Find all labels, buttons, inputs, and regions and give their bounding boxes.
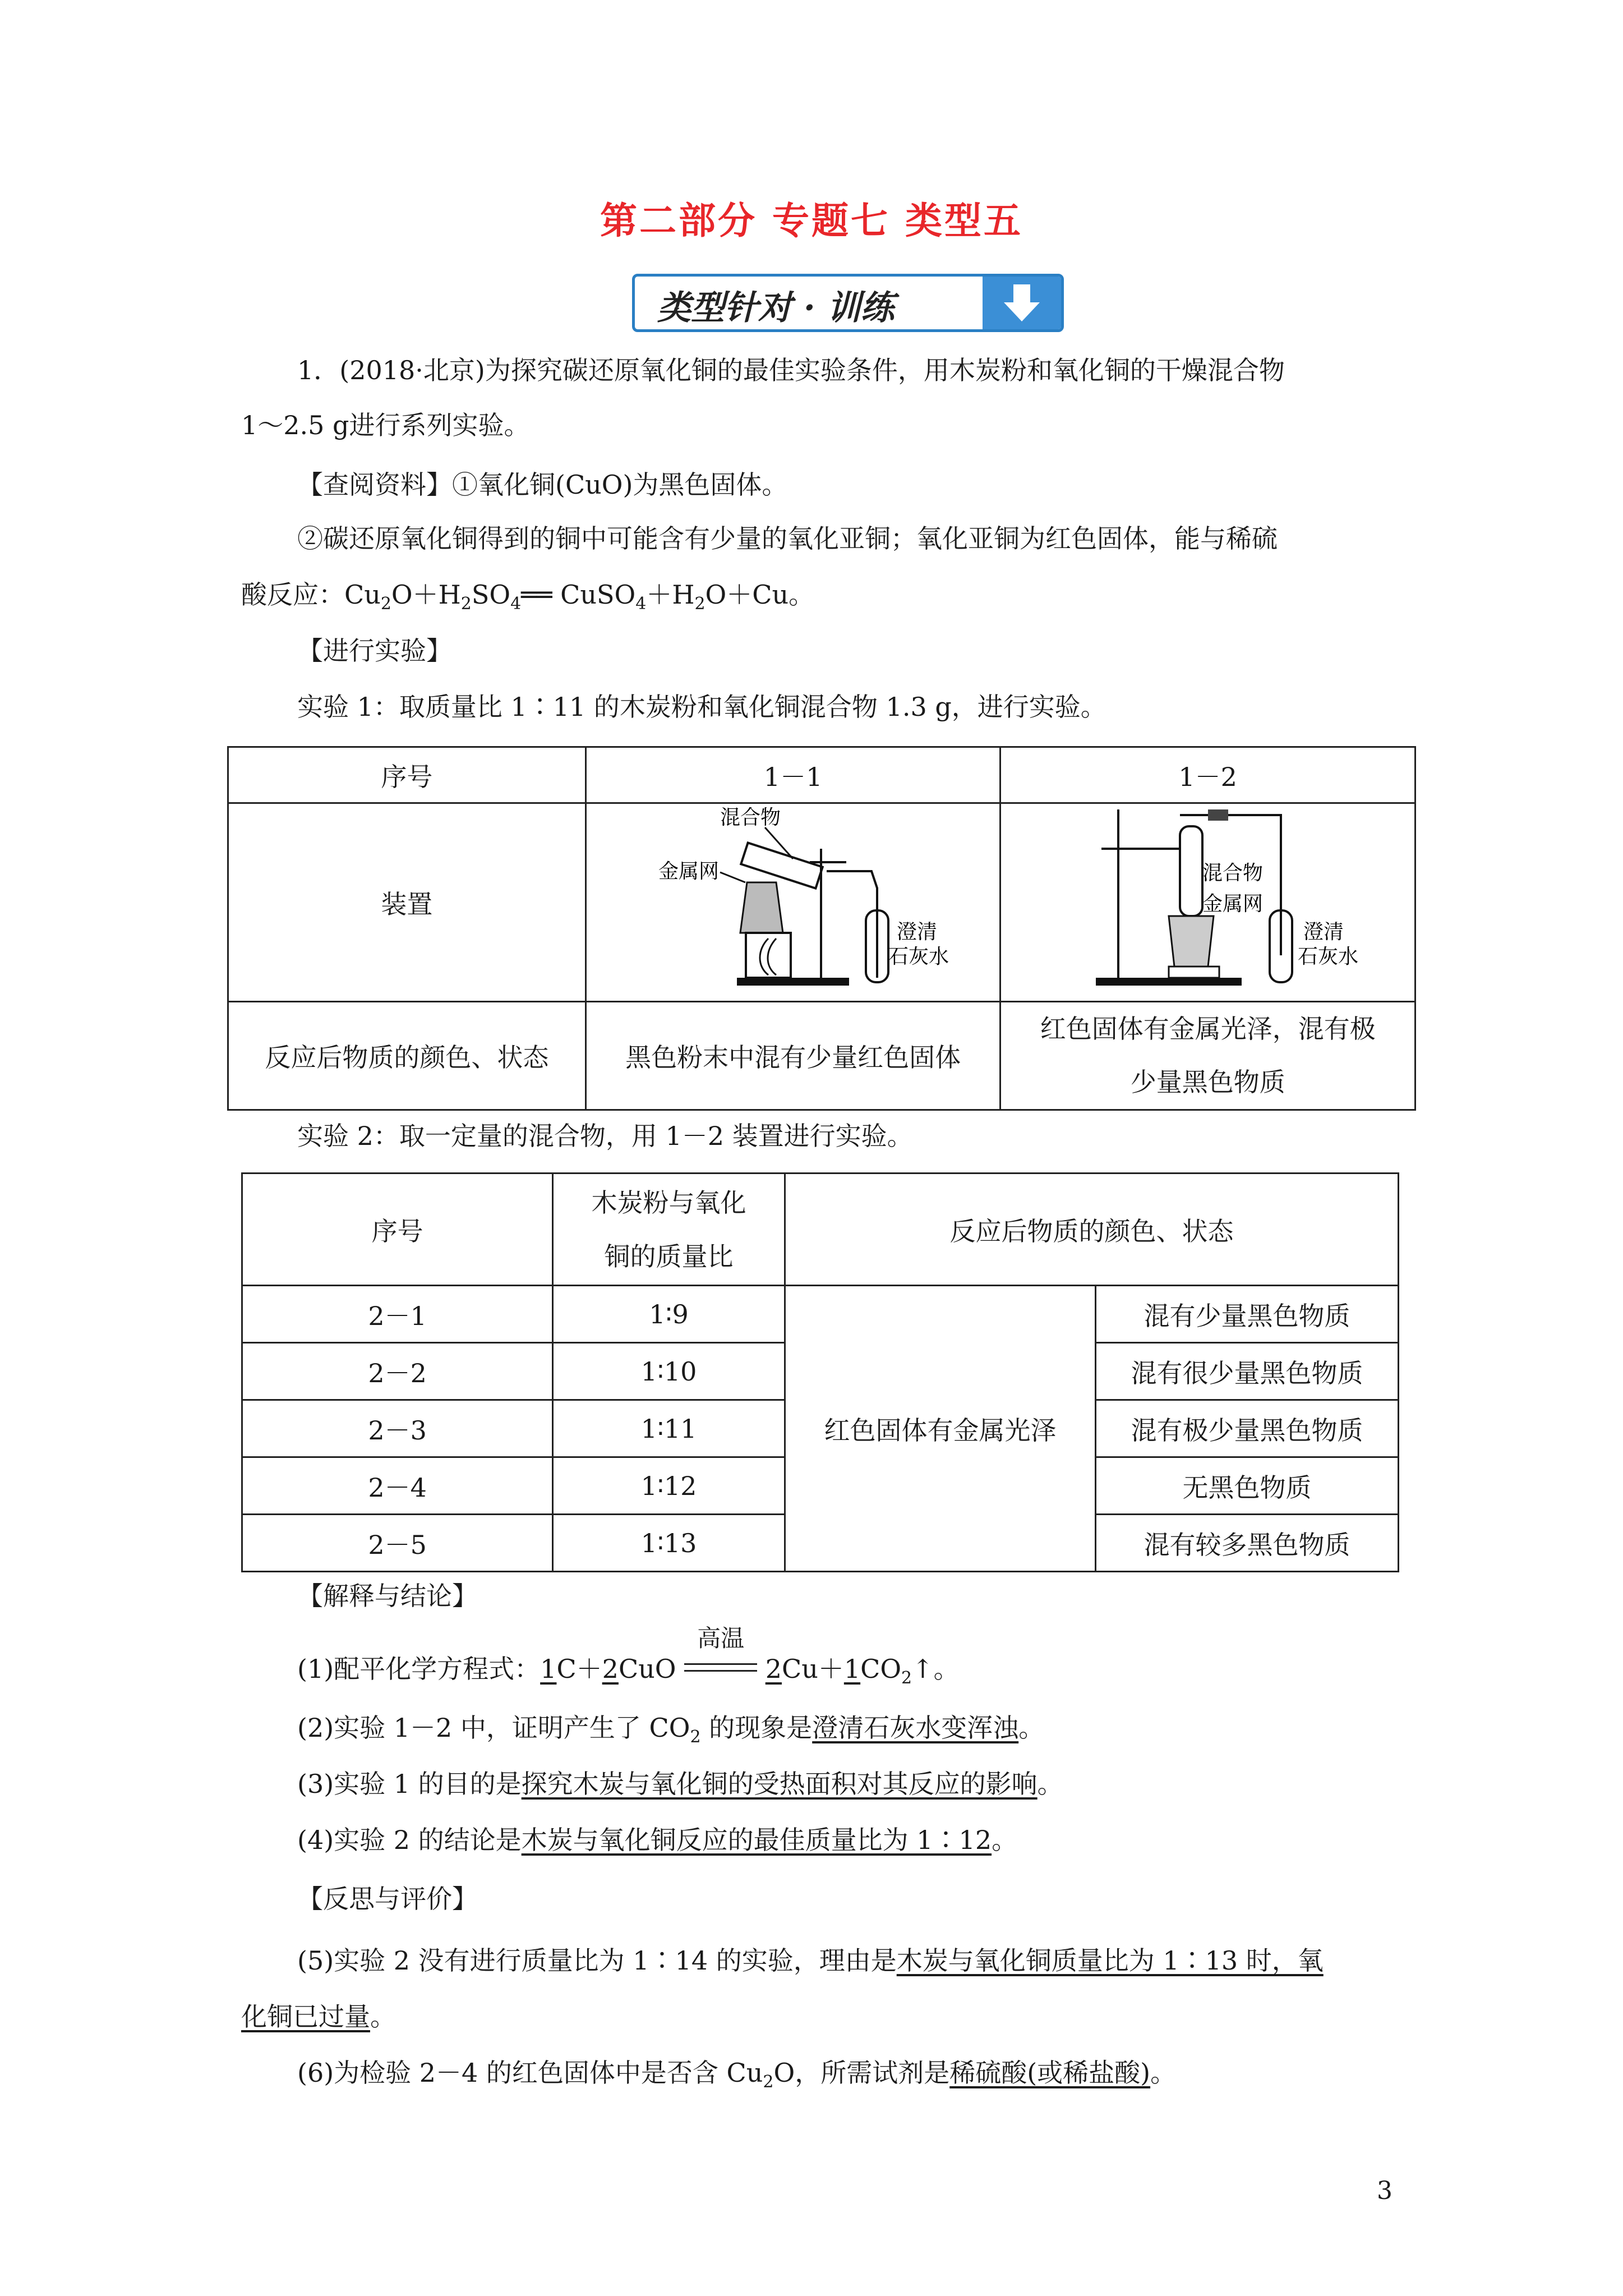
table2-row-state: 无黑色物质 <box>1096 1457 1399 1515</box>
reflection-q5-line-1: (5)实验 2 没有进行质量比为 1∶14 的实验，理由是木炭与氧化铜质量比为 1∶13 时，氧 <box>297 1945 1324 1976</box>
table2-header-id: 序号 <box>242 1174 553 1286</box>
page-number: 3 <box>1377 2177 1393 2205</box>
table1-state-1-1: 黑色粉末中混有少量红色固体 <box>585 1002 1000 1110</box>
conclusion-q4: (4)实验 2 的结论是木炭与氧化铜反应的最佳质量比为 1∶12。 <box>297 1825 1018 1855</box>
apparatus-1-1-drawing <box>625 804 961 995</box>
conclusion-q2: (2)实验 1－2 中，证明产生了 $CO_2$ 的现象是澄清石灰水变浑浊。 <box>297 1713 1045 1747</box>
table2-row-id: 2－1 <box>242 1286 553 1343</box>
table2-row-ratio: 1∶10 <box>553 1343 785 1400</box>
svg-text:金属网: 金属网 <box>1202 892 1263 915</box>
reflection-q5-line-2: 化铜已过量。 <box>241 2001 396 2032</box>
reflection-heading: 【反思与评价】 <box>297 1884 478 1914</box>
apparatus-1-1-figure <box>585 803 1000 1002</box>
conclusion-q3: (3)实验 1 的目的是探究木炭与氧化铜的受热面积对其反应的影响。 <box>297 1769 1063 1799</box>
table1-state-1-2-line-1: 红色固体有金属光泽，混有极 <box>1040 1014 1376 1044</box>
table2-row-id: 2－3 <box>242 1400 553 1457</box>
table2-row-ratio: 1∶13 <box>553 1515 785 1572</box>
svg-text:混合物: 混合物 <box>720 806 781 829</box>
table2-row-ratio: 1∶11 <box>553 1400 785 1457</box>
table1-header-1-2: 1－2 <box>1000 747 1415 803</box>
table2-row-ratio: 1∶9 <box>553 1286 785 1343</box>
experiment-1-table <box>227 746 1416 1111</box>
table-row <box>242 1286 1399 1343</box>
table2-row-id: 2－2 <box>242 1343 553 1400</box>
reference-line-2: ②碳还原氧化铜得到的铜中可能含有少量的氧化亚铜；氧化亚铜为红色固体，能与稀硫 <box>297 523 1278 554</box>
table1-header-id: 序号 <box>228 747 586 803</box>
table1-header-1-1: 1－1 <box>585 747 1000 803</box>
page-title: 第二部分 专题七 类型五 <box>600 199 1023 242</box>
svg-text:混合物: 混合物 <box>1202 862 1263 885</box>
table1-row-state-label: 反应后物质的颜色、状态 <box>228 1002 586 1110</box>
table2-row-state: 混有极少量黑色物质 <box>1096 1400 1399 1457</box>
svg-text:澄清: 澄清 <box>1303 921 1344 944</box>
table2-row-state: 混有很少量黑色物质 <box>1096 1343 1399 1400</box>
conclusion-heading: 【解释与结论】 <box>297 1581 478 1611</box>
table2-row-id: 2－4 <box>242 1457 553 1515</box>
svg-text:澄清: 澄清 <box>897 921 938 944</box>
table2-header-ratio-line-2: 铜的质量比 <box>604 1241 734 1272</box>
experiment-2-table <box>241 1172 1399 1572</box>
table1-state-1-2-line-2: 少量黑色物质 <box>1130 1067 1285 1097</box>
svg-text:石灰水: 石灰水 <box>1297 945 1358 968</box>
table2-header-state: 反应后物质的颜色、状态 <box>785 1174 1398 1286</box>
experiment-2-text: 实验 2：取一定量的混合物，用 1－2 装置进行实验。 <box>297 1121 913 1151</box>
svg-text:金属网: 金属网 <box>658 860 720 883</box>
apparatus-1-2-drawing <box>1040 804 1376 995</box>
table2-row-ratio: 1∶12 <box>553 1457 785 1515</box>
high-temperature-equals-sign: 高温 <box>684 1654 757 1688</box>
experiment-heading: 【进行实验】 <box>297 636 452 666</box>
experiment-1-text: 实验 1：取质量比 1∶11 的木炭粉和氧化铜混合物 1.3 g，进行实验。 <box>297 692 1106 722</box>
table2-header-ratio <box>553 1174 785 1286</box>
table1-row-apparatus-label: 装置 <box>228 803 586 1002</box>
table2-merged-state: 红色固体有金属光泽 <box>785 1286 1095 1572</box>
table2-row-id: 2－5 <box>242 1515 553 1572</box>
table1-state-1-2 <box>1000 1002 1415 1110</box>
conclusion-q1: (1)配平化学方程式：1C＋2CuO 高温 $2Cu+1CO_2↑$。 <box>297 1625 960 1688</box>
reflection-q6: (6)为检验 2－4 的红色固体中是否含 $Cu_2O$，所需试剂是稀硫酸(或稀盐酸)。 <box>297 2058 1177 2092</box>
table2-row-state: 混有较多黑色物质 <box>1096 1515 1399 1572</box>
q1-intro-line-1: 1．(2018·北京)为探究碳还原氧化铜的最佳实验条件，用木炭粉和氧化铜的干燥混合物 <box>297 355 1285 385</box>
table2-row-state: 混有少量黑色物质 <box>1096 1286 1399 1343</box>
download-arrow-icon[interactable] <box>983 277 1061 329</box>
reference-line-1: 【查阅资料】①氧化铜(CuO)为黑色固体。 <box>297 470 788 500</box>
svg-text:石灰水: 石灰水 <box>888 945 949 968</box>
apparatus-1-2-figure <box>1000 803 1415 1002</box>
table2-header-ratio-line-1: 木炭粉与氧化 <box>591 1187 746 1218</box>
section-banner <box>632 274 1064 332</box>
banner-label: 类型针对 · 训练 <box>657 288 895 328</box>
q1-intro-line-2: 1～2.5 g进行系列实验。 <box>241 410 530 440</box>
reference-line-3: 酸反应：$Cu_2O+H_2SO_4══$ $CuSO_4+H_2O+Cu$。 <box>241 579 815 614</box>
